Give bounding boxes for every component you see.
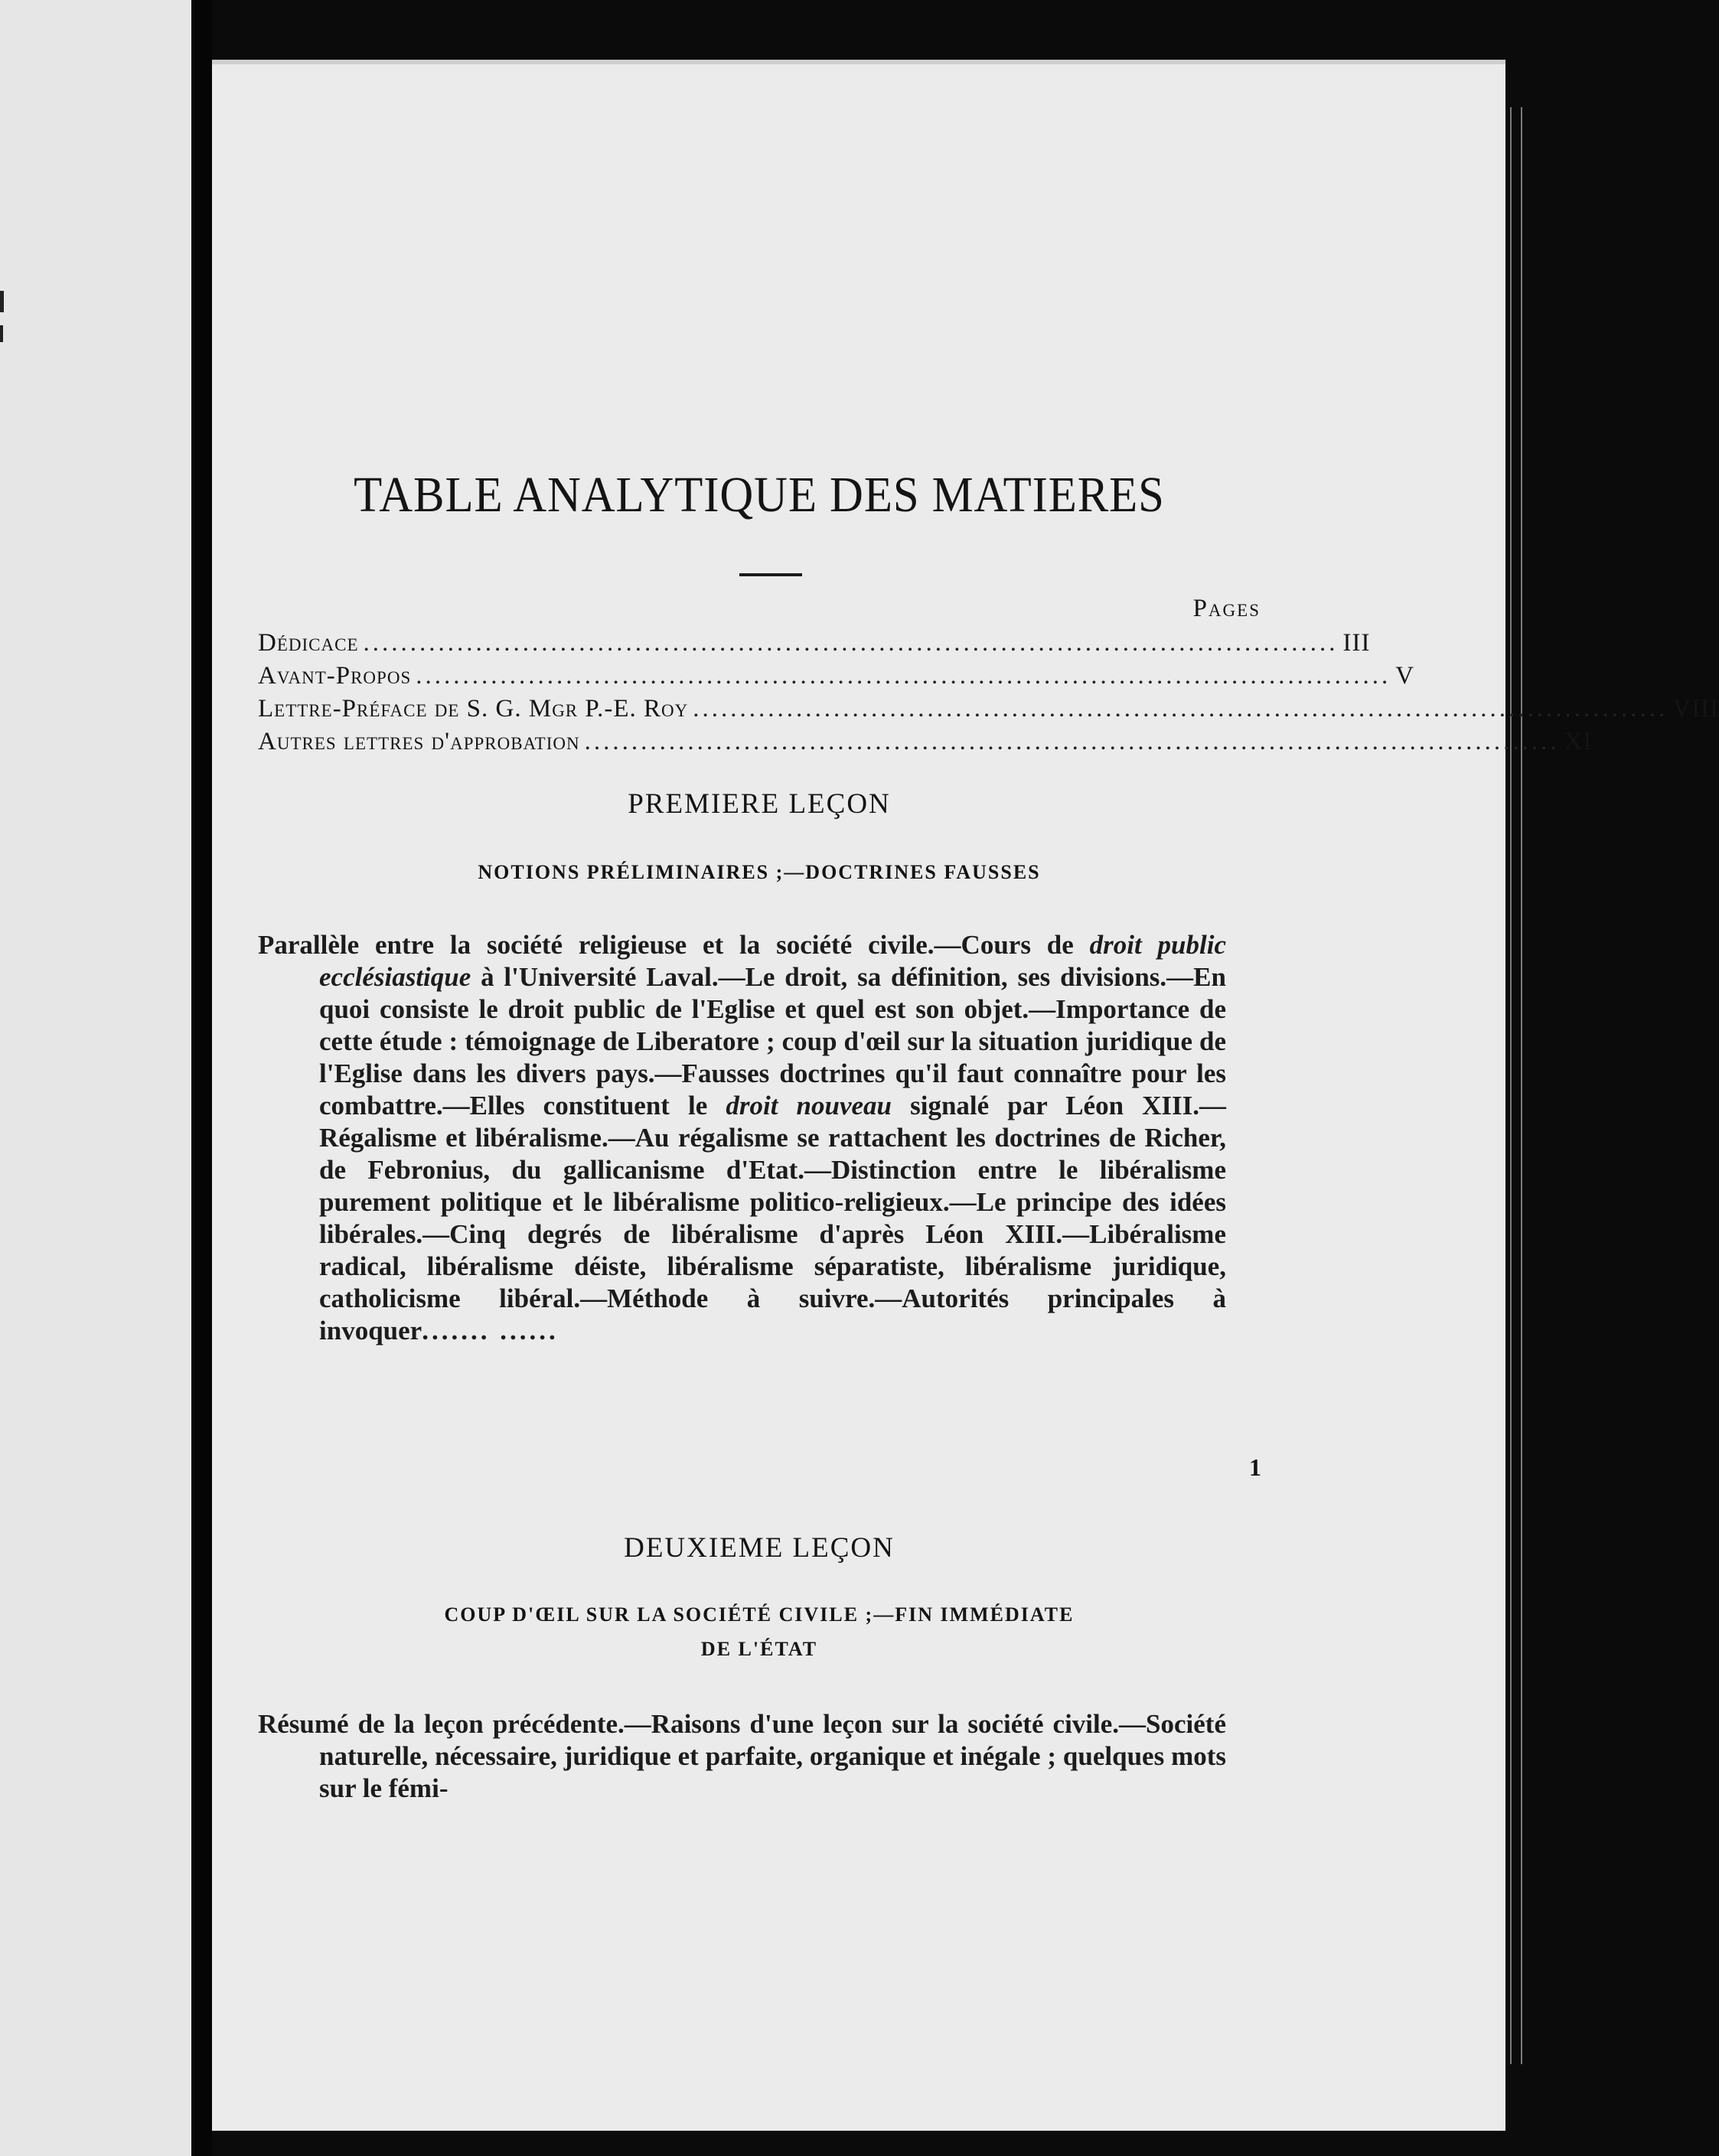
toc-entry-lettre-preface [258,695,1719,726]
lecon-summary-2: Résumé de la leçon précédente.—Raisons d'une leçon sur la société civile.—Société naturelle, nécessaire, juridique et parfaite, organique et inégale ; quelques mots sur le fémi- [258,1709,1226,1803]
title-rule [739,573,802,576]
lecon-heading-1: PREMIERE LEÇON [628,788,891,820]
lecon-subtitle-2-line2: DE L'ÉTAT [700,1638,818,1660]
margin-mark [0,291,4,312]
lecon-summary-1 [258,929,1226,1347]
lecon-page-number-1: 1 [1249,1453,1261,1481]
lecon-heading-2: DEUXIEME LEÇON [624,1532,895,1564]
leader-dots: ....... ...... [422,1316,559,1345]
book-gutter [191,0,212,2156]
edge-line [1510,107,1512,2064]
edge-line [1521,107,1522,2064]
toc-entry-avant-propos [258,662,1415,693]
toc-entry-label: Avant-Propos [258,662,412,690]
margin-mark [0,325,3,342]
toc-entry-dedicace [258,629,1371,660]
leader-dots: ........................................................................................................ [363,629,1339,657]
toc-entry-label: Autres lettres d'approbation [258,728,580,755]
page-right-edge [1505,0,1536,2156]
summary-text: signalé par Léon XIII.—Régalisme et libéralisme.—Au régalisme se rattachent les doctrines de Richer, de Febronius, du gallicanisme d'Etat.—Distinction entre le libéralisme purement politique et le libéralisme politico-religieux.—Le principe des idées libérales.—Cinq degrés de libéralisme d'après Léon XIII.—Libéralisme radical, libéralisme déiste, libéralisme séparatiste, libéralisme juridique, catholicisme libéral.—Méthode à suivre.—Autorités principales à invoquer [319,1091,1227,1345]
pages-column-header: Pages [1192,595,1261,622]
toc-entry-autres-lettres [258,728,1593,758]
leader-dots: ........................................................................................................ [693,695,1668,722]
scanned-page [212,60,1719,2131]
toc-entry-label: Dédicace [258,629,359,657]
toc-entry-page: III [1342,629,1371,657]
toc-entry-page: VIII [1672,695,1719,722]
lecon-subtitle-1: NOTIONS PRÉLIMINAIRES ;—DOCTRINES FAUSSES [478,861,1041,883]
summary-italic: droit public ecclésiastique [319,930,1226,992]
summary-text: Parallèle entre la société religieuse et la société civile.—Cours de [258,930,1090,960]
leader-dots: ........................................................................................................ [416,662,1391,690]
summary-italic: droit nouveau [726,1091,892,1120]
toc-entry-page: V [1395,662,1415,690]
toc-entry-label: Lettre-Préface de S. G. Mgr P.-E. Roy [258,695,689,722]
leader-dots: ........................................................................................................ [584,728,1560,755]
facing-page-edge [0,0,191,2156]
toc-entry-page: XI [1564,728,1593,755]
page-title: TABLE ANALYTIQUE DES MATIERES [354,467,1165,523]
lecon-subtitle-2-line1: COUP D'ŒIL SUR LA SOCIÉTÉ CIVILE ;—FIN IMMÉDIATE [444,1603,1075,1626]
summary-text: à l'Université Laval.—Le droit, sa définition, ses divisions.—En quoi consiste le droit public de l'Eglise et quel est son objet.—Importance de cette étude : témoignage de Liberatore ; coup d'œil sur la situation juridique de l'Eglise dans les divers pays.—Fausses doctrines qu'il faut connaître pour les combattre.—Elles constituent le [319,962,1226,1120]
